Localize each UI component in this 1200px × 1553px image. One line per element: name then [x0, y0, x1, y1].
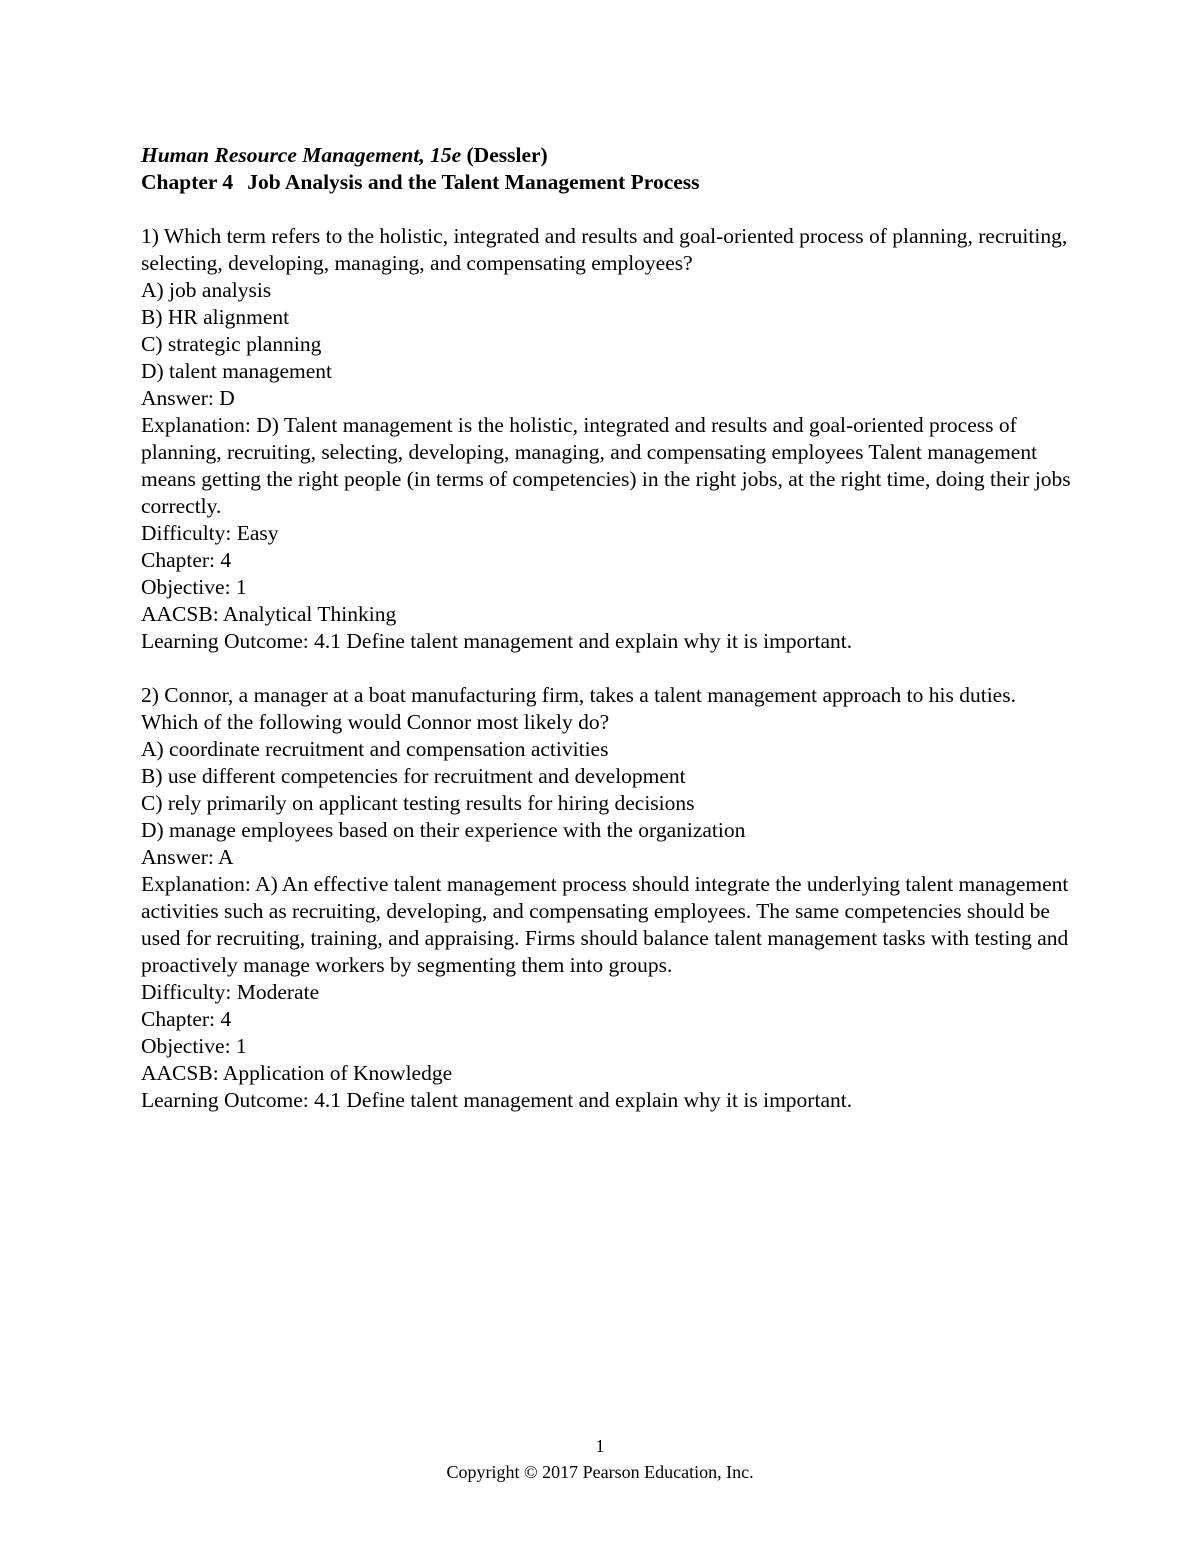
option-b: B) use different competencies for recruitment and development: [141, 764, 686, 788]
difficulty: Difficulty: Moderate: [141, 980, 320, 1004]
option-c: C) strategic planning: [141, 332, 322, 356]
objective: Objective: 1: [141, 1034, 247, 1058]
option-a: A) coordinate recruitment and compensation activities: [141, 737, 609, 761]
answer: Answer: D: [141, 386, 235, 410]
chapter-heading: [141, 169, 1071, 196]
answer: Answer: A: [141, 845, 234, 869]
page-number: 1: [595, 1436, 605, 1456]
book-header: [141, 142, 1071, 169]
chapter-ref: Chapter: 4: [141, 548, 232, 572]
question-stem: 2) Connor, a manager at a boat manufacturing firm, takes a talent management approach to his duties. Which of the following would Connor most likely do?: [141, 683, 1016, 734]
question-2: [141, 682, 1071, 1114]
explanation: Explanation: D) Talent management is the holistic, integrated and results and goal-oriented process of planning, recruiting, selecting, developing, managing, and compensating employees Talent management means getting the right people (in terms of competencies) in the right jobs, at the right time, doing their jobs correctly.: [141, 413, 1071, 518]
question-stem: 1) Which term refers to the holistic, integrated and results and goal-oriented process of planning, recruiting, selecting, developing, managing, and compensating employees?: [141, 224, 1068, 275]
learning-outcome: Learning Outcome: 4.1 Define talent management and explain why it is important.: [141, 629, 853, 653]
learning-outcome: Learning Outcome: 4.1 Define talent management and explain why it is important.: [141, 1088, 853, 1112]
option-d: D) talent management: [141, 359, 333, 383]
book-author: (Dessler): [461, 143, 548, 167]
objective: Objective: 1: [141, 575, 247, 599]
option-b: B) HR alignment: [141, 305, 290, 329]
chapter-title: Job Analysis and the Talent Management Process: [247, 170, 700, 194]
difficulty: Difficulty: Easy: [141, 521, 279, 545]
chapter-ref: Chapter: 4: [141, 1007, 232, 1031]
aacsb: AACSB: Analytical Thinking: [141, 602, 397, 626]
option-d: D) manage employees based on their experience with the organization: [141, 818, 746, 842]
question-1: [141, 223, 1071, 655]
aacsb: AACSB: Application of Knowledge: [141, 1061, 453, 1085]
book-title: Human Resource Management, 15e: [141, 143, 462, 167]
chapter-label: Chapter 4: [141, 170, 234, 194]
copyright-notice: Copyright © 2017 Pearson Education, Inc.: [446, 1462, 754, 1482]
option-c: C) rely primarily on applicant testing results for hiring decisions: [141, 791, 695, 815]
explanation: Explanation: A) An effective talent management process should integrate the underlying talent management activities such as recruiting, developing, and compensating employees. The same competencies should be used for recruiting, training, and appraising. Firms should balance talent management tasks with testing and proactively manage workers by segmenting them into groups.: [141, 872, 1069, 977]
option-a: A) job analysis: [141, 278, 272, 302]
page-content: [141, 142, 1071, 1141]
